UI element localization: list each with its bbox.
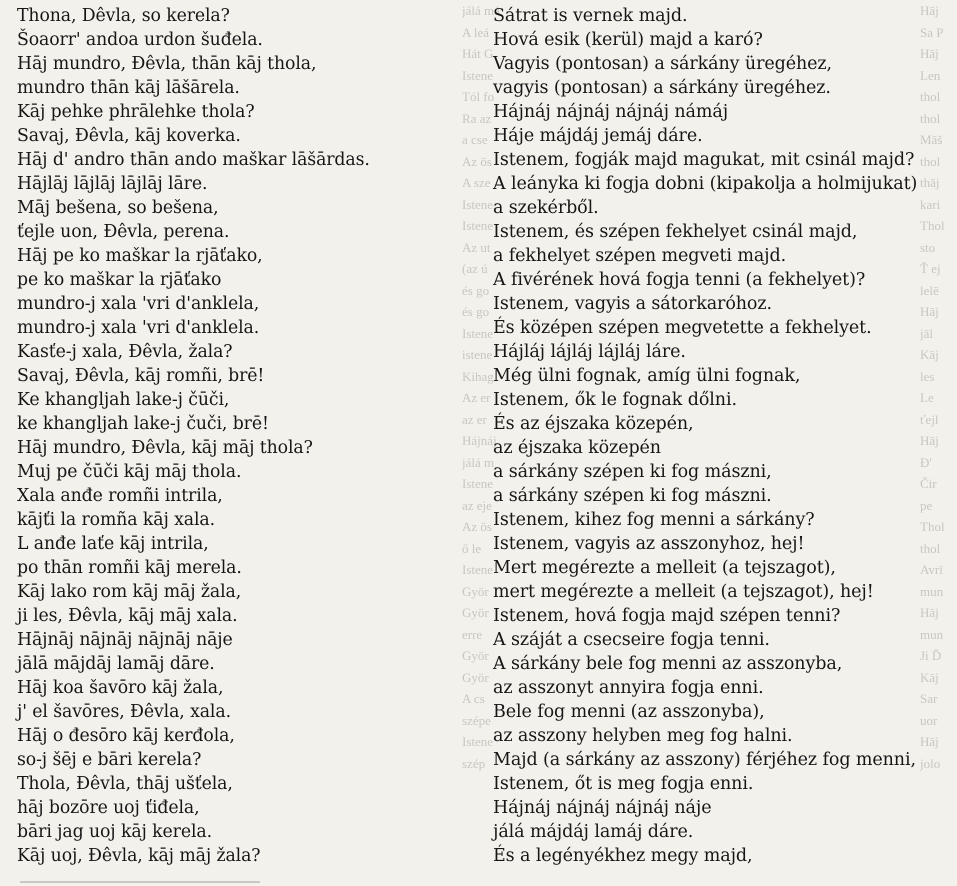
verse-line: Šoaorr' andoa urdon šuđela. [17,30,263,50]
verse-line: Hājnāj nājnāj nājnāj nāje [17,630,233,650]
translation-line: Hájnáj nájnáj nájnáj námáj [493,102,729,122]
verse-line: mundro-j xala 'vri d'anklela, [17,294,260,314]
verse-line: Kāj pehke phrālehke thola? [17,102,255,122]
translation-line: Istenem, fogják majd magukat, mit csinál majd? [493,150,915,170]
verse-line: Hāj koa šavōro kāj žala, [17,678,224,698]
verse-line: ke khangljah lake-j čuči, brē! [17,414,269,434]
bleed-through-text-right: Hāj Sa P Hāj Len thol thol Māš thol thāj kari Thol sto Ť ej lelē Hāj jāl Kāj les Le ťejl Hāj Đ' Čir pe Thol thol Avrī mun Hāj mun Ji Ď Kāj Sar uor Hāj jolo [920,3,945,771]
hungarian-translation-column [493,4,918,868]
translation-line: az asszonyt annyira fogja enni. [493,678,764,698]
translation-line: Istenem, vagyis az asszonyhoz, hej! [493,534,805,554]
verse-line: Kāj lako rom kāj māj žala, [17,582,242,602]
translation-line: A száját a csecseire fogja tenni. [493,630,770,650]
translation-line: a szekérből. [493,198,599,218]
translation-line: Vagyis (pontosan) a sárkány üregéhez, [493,54,832,74]
romani-verse-column [17,4,462,868]
translation-line: Háje májdáj jemáj dáre. [493,126,703,146]
verse-line: Hājlāj lājlāj lājlāj lāre. [17,174,208,194]
verse-line: Thona, Dêvla, so kerela? [17,6,230,26]
verse-line: Hāj o đesōro kāj kerđola, [17,726,235,746]
translation-line: Majd (a sárkány az asszony) férjéhez fog menni, [493,750,916,770]
verse-line: Ke khangljah lake-j čūči, [17,390,230,410]
translation-line: És az éjszaka közepén, [493,414,694,434]
verse-line: mundro thān kāj lāšārela. [17,78,240,98]
bleed-through-text-left: jálá má A leá Hát G Istene Tól fo Ra az a cse Az ös A sze Istene Istene Az ut (az ú és go és go Istene istene Kihag Az er az er Hájnáj jálá m Istene az eje Az ös ő le Istene Györ Györ erre Györ Györ A cs szépe Istene szép [462,3,500,771]
translation-line: jálá májdáj lamáj dáre. [493,822,694,842]
translation-line: Istenem, őt is meg fogja enni. [493,774,754,794]
verse-line: ji les, Đêvla, kāj māj xala. [17,606,238,626]
translation-line: És a legényékhez megy majd, [493,846,753,866]
translation-line: A sárkány bele fog menni az asszonyba, [493,654,843,674]
translation-line: Istenem, ők le fognak dőlni. [493,390,737,410]
translation-line: Még ülni fognak, amíg ülni fognak, [493,366,801,386]
verse-line: jālā mājdāj lamāj dāre. [17,654,215,674]
verse-line: Hāj mundro, Đêvla, kāj māj thola? [17,438,313,458]
translation-line: És középen szépen megvetette a fekhelyet. [493,318,872,338]
verse-line: ťejle uon, Đêvla, perena. [17,222,230,242]
verse-line: Thola, Đêvla, thāj ušťela, [17,774,233,794]
translation-line: a sárkány szépen ki fog mászni, [493,462,772,482]
page-bottom-shadow [20,881,260,883]
translation-line: Istenem, kihez fog menni a sárkány? [493,510,815,530]
verse-line: Savaj, Đêvla, kāj koverka. [17,126,241,146]
translation-line: Hájláj lájláj lájláj láre. [493,342,686,362]
verse-line: Kāj uoj, Đêvla, kāj māj žala? [17,846,261,866]
verse-line: mundro-j xala 'vri d'anklela. [17,318,260,338]
verse-line: Savaj, Đêvla, kāj romñi, brē! [17,366,265,386]
verse-line: kājťi la romña kāj xala. [17,510,215,530]
verse-line: bāri jag uoj kāj kerela. [17,822,212,842]
verse-line: Hāj pe ko maškar la rjāťako, [17,246,263,266]
translation-line: mert megérezte a melleit (a tejszagot), hej! [493,582,874,602]
verse-line: hāj bozōre uoj ťiđela, [17,798,200,818]
translation-line: Hájnáj nájnáj nájnáj náje [493,798,712,818]
translation-line: Istenem, hová fogja majd szépen tenni? [493,606,841,626]
translation-line: Istenem, és szépen fekhelyet csinál majd, [493,222,858,242]
translation-line: az éjszaka közepén [493,438,661,458]
romani-verse-lines [17,4,462,868]
translation-line: a fekhelyet szépen megveti majd. [493,246,787,266]
translation-line: Mert megérezte a melleit (a tejszagot), [493,558,836,578]
verse-line: Kasťe-j xala, Đêvla, žala? [17,342,233,362]
translation-line: vagyis (pontosan) a sárkány üregéhez. [493,78,831,98]
verse-line: L anđe laťe kāj intrila, [17,534,209,554]
verse-line: po thān romñi kāj merela. [17,558,242,578]
translation-line: A leányka ki fogja dobni (kipakolja a holmijukat) [493,174,918,194]
translation-line: Sátrat is vernek majd. [493,6,688,26]
verse-line: j' el šavōres, Đêvla, xala. [17,702,231,722]
verse-line: Xala anđe romñi intrila, [17,486,223,506]
translation-line: az asszony helyben meg fog halni. [493,726,793,746]
translation-line: Hová esik (kerül) majd a karó? [493,30,763,50]
verse-line: Hāj d' andro thān ando maškar lāšārdas. [17,150,370,170]
translation-line: Istenem, vagyis a sátorkaróhoz. [493,294,772,314]
verse-line: Māj bešena, so bešena, [17,198,219,218]
verse-line: pe ko maškar la rjāťako [17,270,222,290]
translation-line: Bele fog menni (az asszonyba), [493,702,765,722]
translation-line: A fivérének hová fogja tenni (a fekhelyet)? [493,270,866,290]
verse-line: Muj pe čūči kāj māj thola. [17,462,242,482]
verse-line: so-j šēj e bāri kerela? [17,750,202,770]
translation-line: a sárkány szépen ki fog mászni. [493,486,772,506]
verse-line: Hāj mundro, Đêvla, thān kāj thola, [17,54,317,74]
hungarian-translation-lines [493,4,918,868]
